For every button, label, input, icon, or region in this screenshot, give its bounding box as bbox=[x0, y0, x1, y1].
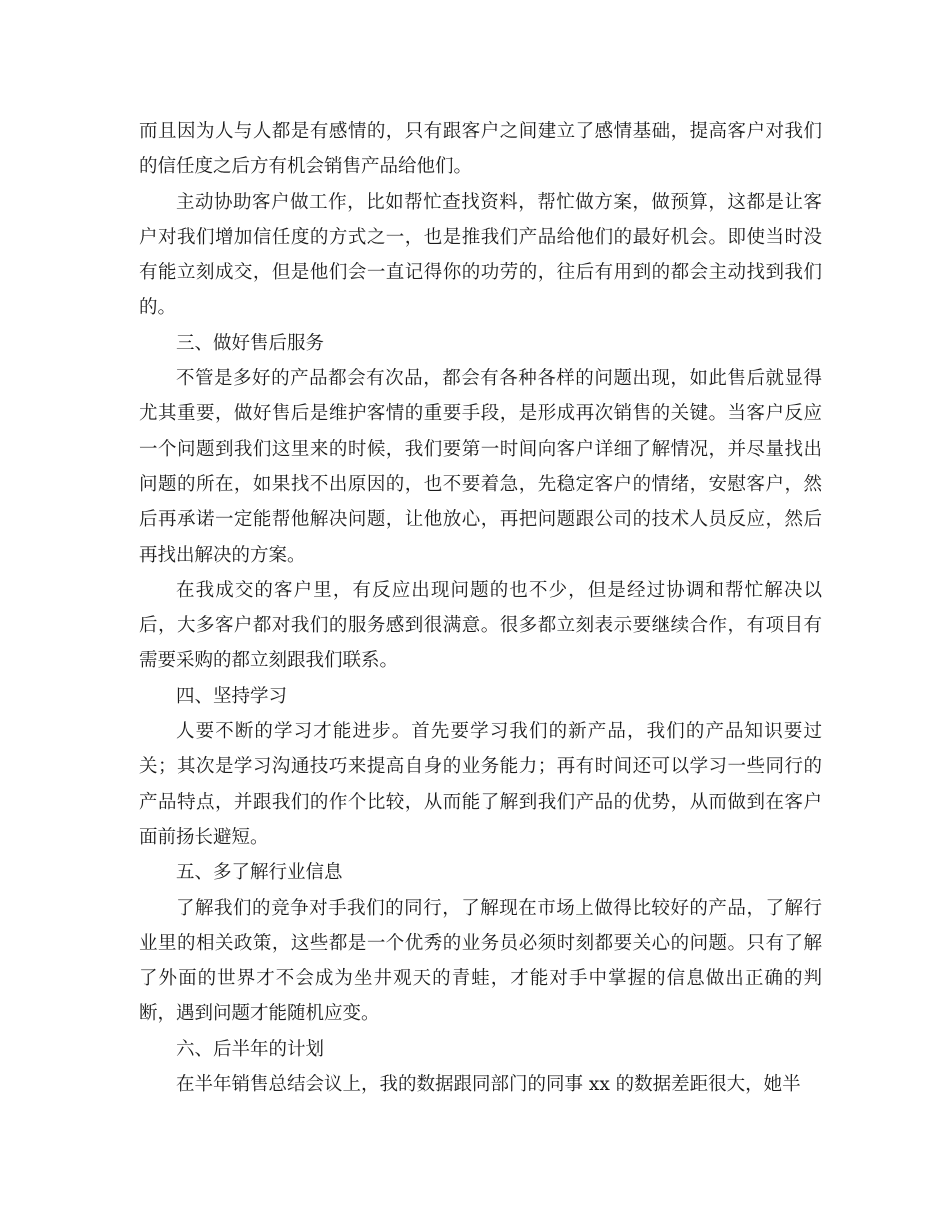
paragraph-client-feedback: 在我成交的客户里，有反应出现问题的也不少，但是经过协调和帮忙解决以后，大多客户都对我们的服务感到很满意。很多都立刻表示要继续合作，有项目有需要采购的都立刻跟我们联系。 bbox=[139, 579, 822, 672]
paragraph-keep-learning: 人要不断的学习才能进步。首先要学习我们的新产品，我们的产品知识要过关；其次是学习沟通技巧来提高自身的业务能力；再有时间还可以学习一些同行的产品特点，并跟我们的作个比较，从而能了解到我们产品的优势，从而做到在客户面前扬长避短。 bbox=[139, 721, 822, 848]
section-heading-industry-info: 五、多了解行业信息 bbox=[176, 862, 343, 884]
paragraph-second-half-plan: 在半年销售总结会议上，我的数据跟同部门的同事 xx 的数据差距很大，她半 bbox=[176, 1074, 801, 1096]
paragraph-assist-clients: 主动协助客户做工作，比如帮忙查找资料，帮忙做方案，做预算，这都是让客户对我们增加信任度的方式之一，也是推我们产品给他们的最好机会。即使当时没有能立刻成交，但是他们会一直记得你的功劳的，往后有用到的都会主动找到我们的。 bbox=[139, 191, 822, 319]
section-heading-keep-learning: 四、坚持学习 bbox=[176, 685, 288, 707]
paragraph-after-sales: 不管是多好的产品都会有次品，都会有各种各样的问题出现，如此售后就显得尤其重要，做好售后是维护客情的重要手段，是形成再次销售的关键。当客户反应一个问题到我们这里来的时候，我们要第一时间向客户详细了解情况，并尽量找出问题的所在，如果找不出原因的，也不要着急，先稳定客户的情绪，安慰客户，然后再承诺一定能帮他解决问题，让他放心，再把问题跟公司的技术人员反应，然后再找出解决的方案。 bbox=[139, 368, 822, 566]
paragraph-industry-info: 了解我们的竞争对手我们的同行，了解现在市场上做得比较好的产品，了解行业里的相关政策，这些都是一个优秀的业务员必须时刻都要关心的问题。只有了解了外面的世界才不会成为坐井观天的青蛙，才能对手中掌握的信息做出正确的判断，遇到问题才能随机应变。 bbox=[139, 897, 822, 1025]
document-body bbox=[139, 114, 822, 1102]
section-heading-second-half-plan: 六、后半年的计划 bbox=[176, 1038, 325, 1060]
section-heading-after-sales: 三、做好售后服务 bbox=[176, 332, 325, 354]
paragraph-continuation: 而且因为人与人都是有感情的，只有跟客户之间建立了感情基础，提高客户对我们的信任度之后方有机会销售产品给他们。 bbox=[139, 121, 822, 178]
